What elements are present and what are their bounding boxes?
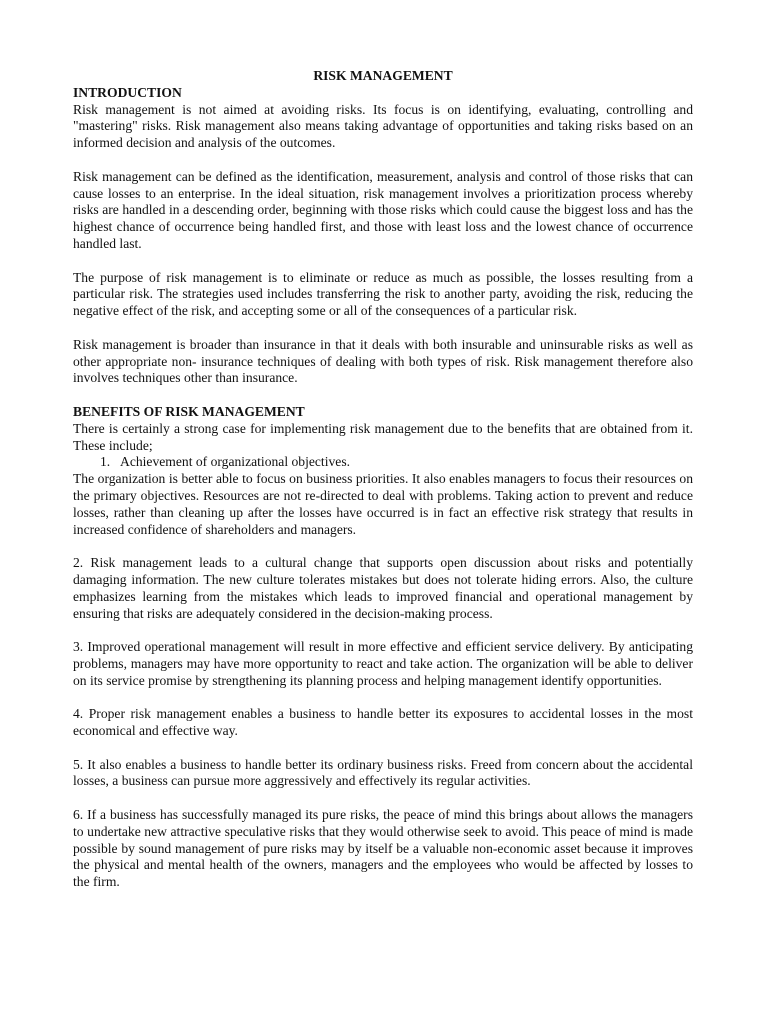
document-title: RISK MANAGEMENT	[313, 68, 453, 83]
benefit-paragraph-6: 6. If a business has successfully managed its pure risks, the peace of mind this brings about allows the managers to undertake new attractive speculative risks that they would otherwise seek to avoid. This peace of mind is made possible by sound management of pure risks may by itself be a valuable non-economic asset because it improves the physical and mental health of the owners, managers and the employees who would be affected by losses to the firm.	[73, 807, 693, 890]
benefits-intro: There is certainly a strong case for implementing risk management due to the benefits that are obtained from it. These include;	[73, 420, 693, 453]
introduction-heading: INTRODUCTION	[73, 84, 182, 100]
intro-paragraph-3: The purpose of risk management is to eliminate or reduce as much as possible, the losses resulting from a particular risk. The strategies used includes transferring the risk to another party, avoiding the risk, reducing the negative effect of the risk, and accepting some or all of the consequences of a particular risk.	[73, 269, 693, 319]
list-item-text: Achievement of organizational objectives.	[120, 454, 351, 470]
benefit-paragraph-5: 5. It also enables a business to handle better its ordinary business risks. Freed from concern about the accidental losses, a business can pursue more aggressively and effectively its regular activities.	[73, 756, 693, 789]
benefit-paragraph-1: The organization is better able to focus on business priorities. It also enables managers to focus their resources on the primary objectives. Resources are not re-directed to deal with problems. Taking action to prevent and reduce losses, rather than cleaning up after the losses have occurred is in fact an effective risk strategy that results in increased confidence of shareholders and managers.	[73, 471, 693, 537]
intro-paragraph-2: Risk management can be defined as the identification, measurement, analysis and control of those risks that can cause losses to an enterprise. In the ideal situation, risk management involves a prioritization process whereby risks are handled in a descending order, beginning with those risks which could cause the biggest loss and has the highest chance of occurrence being handled first, and those with least loss and the lowest chance of occurrence handled last.	[73, 168, 693, 251]
list-item-number: 1.	[100, 454, 111, 470]
intro-paragraph-1: Risk management is not aimed at avoiding risks. Its focus is on identifying, evaluating, controlling and "mastering" risks. Risk management also means taking advantage of opportunities and taking risks based on an informed decision and analysis of the outcomes.	[73, 101, 693, 151]
benefit-paragraph-4: 4. Proper risk management enables a business to handle better its exposures to accidental losses in the most economical and effective way.	[73, 706, 693, 739]
document-page	[73, 68, 693, 908]
benefit-paragraph-2: 2. Risk management leads to a cultural change that supports open discussion about risks and potentially damaging information. The new culture tolerates mistakes but does not tolerate hiding errors. Also, the culture emphasizes learning from the mistakes which leads to improved financial and operational management by ensuring that risks are adequately considered in the decision-making process.	[73, 555, 693, 621]
intro-paragraph-4: Risk management is broader than insurance in that it deals with both insurable and uninsurable risks as well as other appropriate non- insurance techniques of dealing with both types of risk. Risk management therefore also involves techniques other than insurance.	[73, 336, 693, 386]
benefits-heading: BENEFITS OF RISK MANAGEMENT	[73, 403, 305, 419]
benefit-list-item-1	[73, 454, 693, 471]
benefit-paragraph-3: 3. Improved operational management will result in more effective and efficient service delivery. By anticipating problems, managers may have more opportunity to react and take action. The organization will be able to deliver on its service promise by strengthening its planning process and helping management identify opportunities.	[73, 639, 693, 688]
